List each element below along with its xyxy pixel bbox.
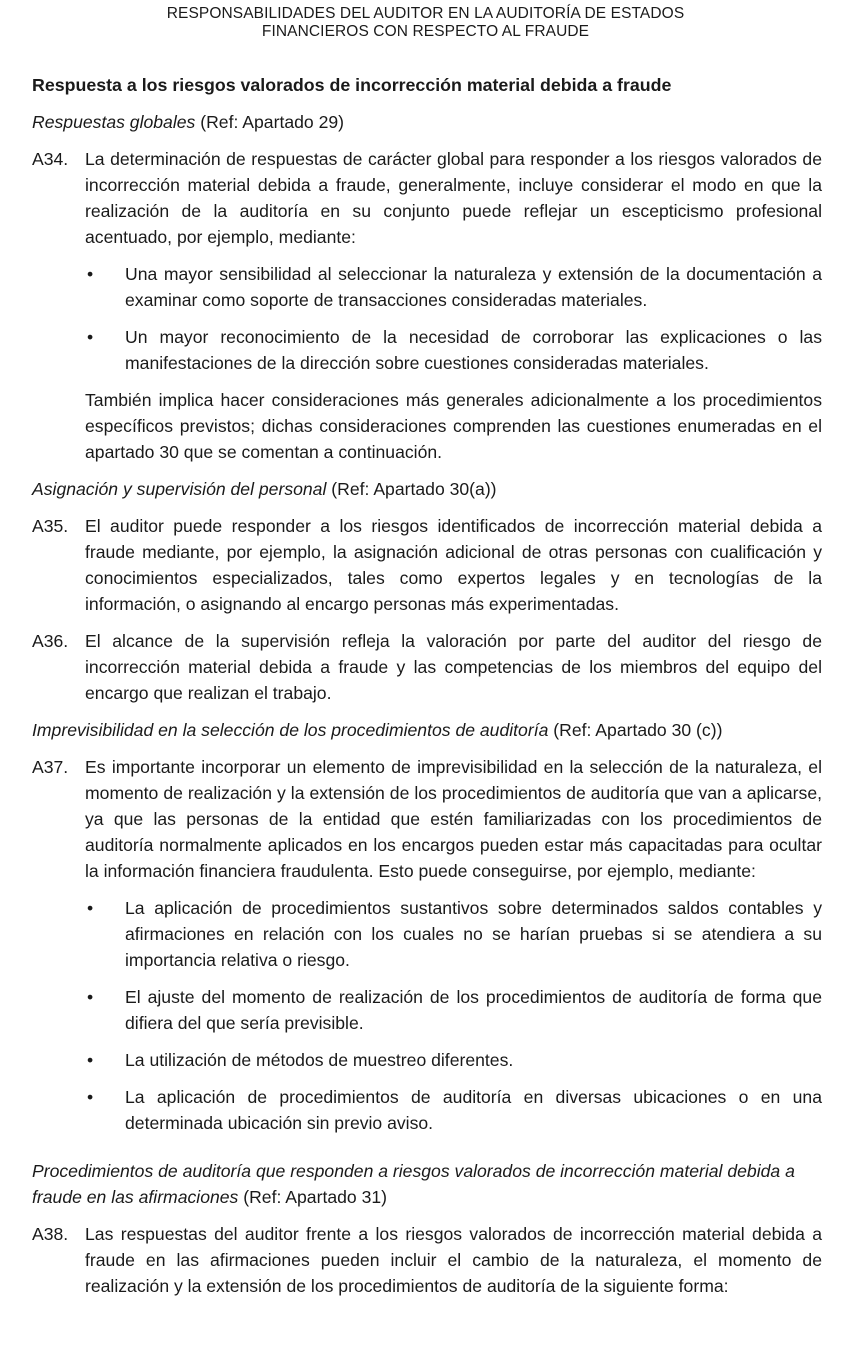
list-item [85,895,822,973]
list-item [85,324,822,376]
paragraph-number: A37. [32,757,69,777]
paragraph-body [85,146,822,465]
subhead-title: Imprevisibilidad en la selección de los procedimientos de auditoría [32,720,549,740]
paragraph-number: A38. [32,1224,69,1244]
running-header-line-1: RESPONSABILIDADES DEL AUDITOR EN LA AUDITORÍA DE ESTADOS [166,5,685,22]
bullet-list [85,261,822,376]
paragraph-number: A35. [32,516,69,536]
subhead-respuestas-globales [32,109,822,135]
subhead-ref: (Ref: Apartado 31) [238,1187,388,1207]
bullet-icon: • [87,264,94,284]
section-title: Respuesta a los riesgos valorados de incorrección material debida a fraude [32,75,672,95]
subhead-ref: (Ref: Apartado 29) [195,112,344,132]
bullet-icon: • [87,987,94,1007]
subhead-procedimientos-afirmaciones [32,1158,822,1210]
paragraph-body [85,1221,822,1299]
paragraph-a38 [32,1221,822,1299]
paragraph-number: A36. [32,631,69,651]
list-item-text: La utilización de métodos de muestreo diferentes. [125,1050,514,1070]
subhead-asignacion-supervision [32,476,822,502]
list-item-text: Un mayor reconocimiento de la necesidad de corroborar las explicaciones o las manifestaciones de la dirección sobre cuestiones consideradas materiales. [125,327,822,373]
paragraph-body [85,513,822,617]
paragraph-a37 [32,754,822,1147]
bullet-icon: • [87,327,94,347]
subhead-title: Asignación y supervisión del personal [32,479,327,499]
running-header [0,5,851,41]
subhead-imprevisibilidad [32,717,822,743]
list-item-text: El ajuste del momento de realización de los procedimientos de auditoría de forma que difiera del que sería previsible. [125,987,822,1033]
paragraph-text: La determinación de respuestas de carácter global para responder a los riesgos valorados de incorrección material debida a fraude, generalmente, incluye considerar el modo en que la realización de la auditoría en su conjunto puede reflejar un escepticismo profesional acentuado, por ejemplo, mediante: [85,149,822,247]
list-item-text: La aplicación de procedimientos de auditoría en diversas ubicaciones o en una determinada ubicación sin previo aviso. [125,1087,822,1133]
subhead-title: Respuestas globales [32,112,196,132]
paragraph-body [85,628,822,706]
list-item-text: Una mayor sensibilidad al seleccionar la naturaleza y extensión de la documentación a examinar como soporte de transacciones consideradas materiales. [125,264,822,310]
subhead-ref: (Ref: Apartado 30 (c)) [548,720,723,740]
paragraph-text: El alcance de la supervisión refleja la valoración por parte del auditor del riesgo de incorrección material debida a fraude y las competencias de los miembros del equipo del encargo que realizan el trabajo. [85,631,822,703]
list-item-text: La aplicación de procedimientos sustantivos sobre determinados saldos contables y afirmaciones en relación con los cuales no se harían pruebas si se atendiera a su importancia relativa o riesgo. [125,898,822,970]
bullet-icon: • [87,1087,94,1107]
bullet-list [85,895,822,1136]
paragraph-closing-text: También implica hacer consideraciones más generales adicionalmente a los procedimientos específicos previstos; dichas consideraciones comprenden las cuestiones enumeradas en el apartado 30 que se comentan a continuación. [85,390,822,462]
paragraph-number: A34. [32,149,69,169]
bullet-icon: • [87,1050,94,1070]
list-item [85,1084,822,1136]
paragraph-a35 [32,513,822,617]
paragraph-a34 [32,146,822,465]
bullet-icon: • [87,898,94,918]
paragraph-text: Es importante incorporar un elemento de imprevisibilidad en la selección de la naturaleza, el momento de realización y la extensión de los procedimientos de auditoría que van a aplicarse, ya que las personas de la entidad que estén familiarizadas con los procedimientos de auditoría normalmente aplicados en los encargos pueden estar más capacitadas para ocultar la información financiera fraudulenta. Esto puede conseguirse, por ejemplo, mediante: [85,757,822,881]
paragraph-a36 [32,628,822,706]
paragraph-body [85,754,822,1147]
paragraph-text: El auditor puede responder a los riesgos identificados de incorrección material debida a fraude mediante, por ejemplo, la asignación adicional de otras personas con cualificación y conocimientos especializados, tales como expertos legales y en tecnologías de la información, o asignando al encargo personas más experimentadas. [85,516,822,614]
running-header-line-2: FINANCIEROS CON RESPECTO AL FRAUDE [261,23,590,40]
subhead-title: Procedimientos de auditoría que responden a riesgos valorados de incorrección material debida a fraude en las afirmaciones [32,1161,795,1207]
paragraph-text: Las respuestas del auditor frente a los riesgos valorados de incorrección material debida a fraude en las afirmaciones pueden incluir el cambio de la naturaleza, el momento de realización y la extensión de los procedimientos de auditoría de la siguiente forma: [85,1224,822,1296]
list-item [85,1047,822,1073]
document-body [32,72,822,1310]
list-item [85,261,822,313]
list-item [85,984,822,1036]
subhead-ref: (Ref: Apartado 30(a)) [326,479,497,499]
